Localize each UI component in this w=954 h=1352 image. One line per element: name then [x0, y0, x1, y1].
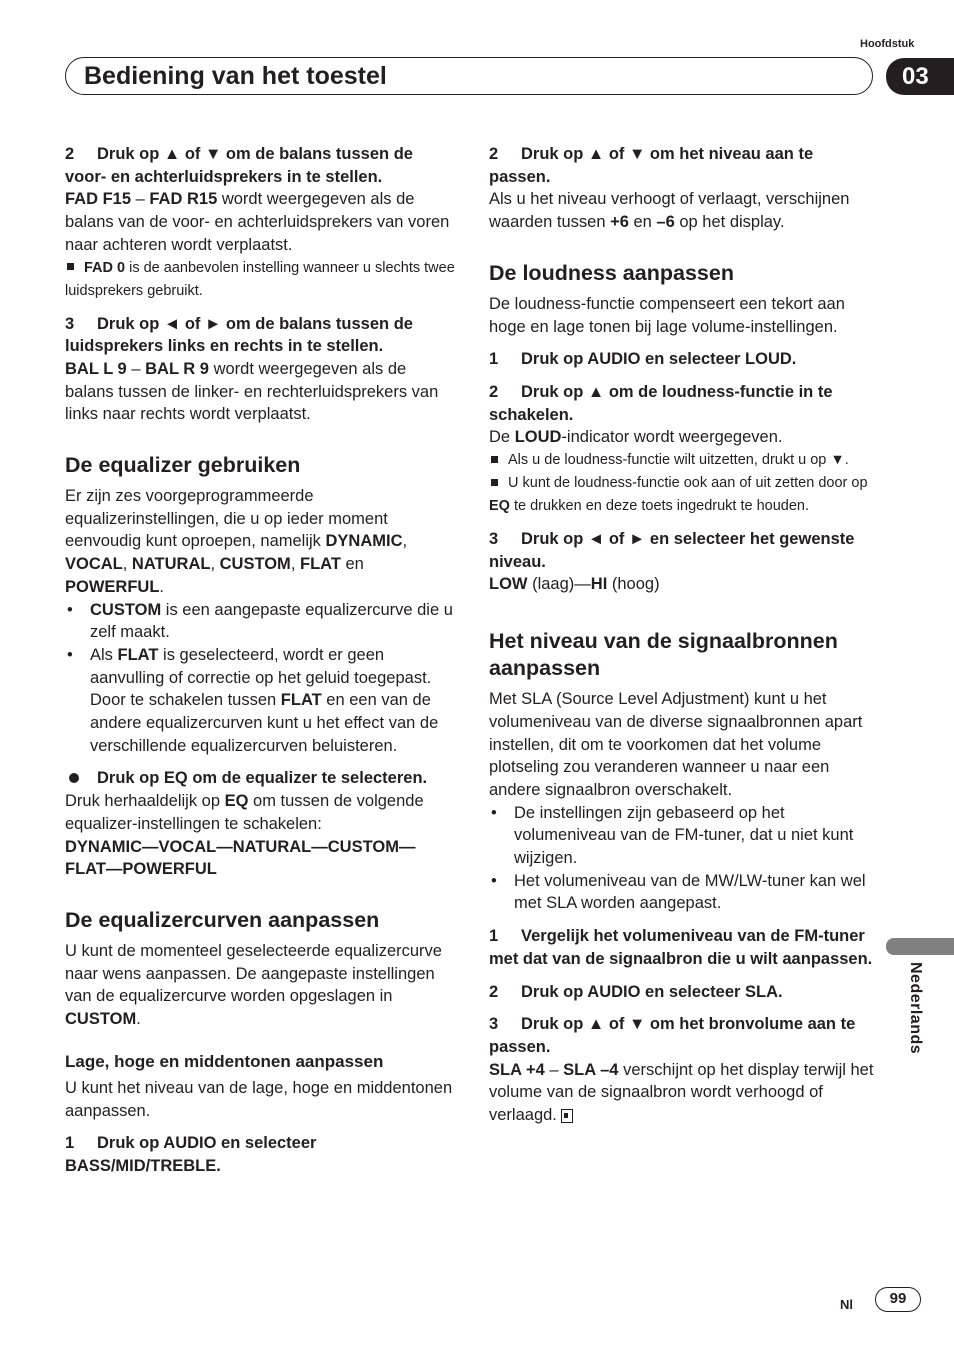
- step-number: 1: [489, 350, 499, 369]
- left-column: [65, 143, 455, 1178]
- eq-dynamic: DYNAMIC: [325, 532, 403, 551]
- eq-flat: FLAT: [299, 555, 341, 574]
- step-select-sla: [489, 981, 877, 1004]
- step-number: 1: [65, 1134, 75, 1153]
- list-item: [65, 644, 455, 758]
- fad-zero: FAD 0: [84, 259, 126, 276]
- step-number: 3: [489, 530, 499, 549]
- fad-front-value: FAD F15: [65, 190, 132, 209]
- period: .: [136, 1010, 141, 1029]
- right-column: [489, 143, 877, 1127]
- body-text: U kunt de momenteel geselecteerde equalizercurve naar wens aanpassen. De aangepaste instellingen van de equalizercurve worden opgeslagen in: [65, 941, 442, 1006]
- step-number: 2: [65, 145, 75, 163]
- comma: ,: [402, 532, 408, 551]
- eq-flat: FLAT: [117, 645, 159, 664]
- eq-natural: NATURAL: [131, 555, 211, 574]
- eq-custom: CUSTOM: [65, 1010, 137, 1029]
- separator: –: [544, 1060, 564, 1079]
- step-title: Druk op AUDIO en selecteer LOUD.: [521, 350, 797, 369]
- step-title: Druk op AUDIO en selecteer BASS/MID/TREBLE.: [65, 1134, 317, 1175]
- section-heading-equalizer: De equalizer gebruiken: [65, 453, 301, 478]
- loudness-intro: De loudness-functie compenseert een tekort aan hoge en lage tonen bij lage volume-instellingen.: [489, 294, 845, 336]
- step-balance-front-rear: [65, 143, 455, 188]
- loud-indicator-text: [489, 426, 877, 449]
- step-title: Druk op ▲ of ▼ om het bronvolume aan te passen.: [489, 1015, 856, 1056]
- step-title: Druk op ▲ of ▼ om de balans tussen de voor- en achterluidsprekers in te stellen.: [65, 145, 413, 186]
- body-text: wordt weergegeven als de balans tussen de linker- en rechterluidsprekers van links naar rechts wordt verplaatst.: [65, 359, 439, 424]
- comma: ,: [210, 555, 220, 574]
- step-title: Vergelijk het volumeniveau van de FM-tuner met dat van de signaalbron die u wilt aanpassen.: [489, 927, 873, 968]
- equalizer-intro: [65, 485, 455, 599]
- body-text: Als u het niveau verhoogt of verlaagt, verschijnen waarden tussen: [489, 190, 850, 232]
- bullet-dot-icon: [69, 773, 79, 783]
- loud-note-off: [489, 449, 877, 472]
- sla-bullets: [489, 802, 877, 916]
- note-square-icon: [491, 479, 498, 486]
- sla-intro: Met SLA (Source Level Adjustment) kunt u het volumeniveau van de diverse signaalbronnen apart instellen, dit om te voorkomen dat het volume plotseling zou veranderen wanneer u naar een andere signaalbron overschakelt.: [489, 690, 863, 799]
- end-mark-icon: [561, 1109, 573, 1123]
- eq-sequence: [65, 836, 455, 881]
- level-hi: HI: [590, 575, 608, 594]
- body-text: (hoog): [607, 575, 660, 594]
- body-text: om tussen de volgende equalizer-instellingen te schakelen:: [65, 792, 424, 833]
- bal-right-value: BAL R 9: [145, 359, 209, 378]
- step-title: Druk op ▲ of ▼ om het niveau aan te passen.: [489, 145, 814, 186]
- level-low: LOW: [489, 575, 528, 594]
- eq-key: EQ: [489, 498, 510, 515]
- comma: ,: [290, 555, 300, 574]
- note-text: is de aanbevolen instelling wanneer u slechts twee luidsprekers gebruikt.: [65, 259, 455, 299]
- level-plus: +6: [610, 213, 629, 232]
- fad-rear-value: FAD R15: [149, 190, 218, 209]
- body-text: op het display.: [674, 213, 785, 232]
- conjunction: en: [340, 555, 364, 574]
- loud-note-eq: [489, 472, 877, 518]
- step-title: Druk op ▲ om de loudness-functie in te schakelen.: [489, 382, 833, 424]
- step-compare-volume: [489, 925, 877, 970]
- page-title: Bediening van het toestel: [84, 62, 387, 90]
- loud-indicator: LOUD: [514, 428, 562, 447]
- section-heading-sla: Het niveau van de signaalbronnen aanpassen: [489, 629, 838, 681]
- conjunction: en: [628, 213, 657, 232]
- step-loudness-on: [489, 381, 877, 426]
- language-label: Nederlands: [907, 962, 924, 1055]
- chapter-badge: 03: [886, 58, 954, 95]
- body-text: Druk herhaaldelijk op: [65, 792, 225, 811]
- curves-body: [65, 940, 455, 1031]
- period: .: [159, 577, 165, 596]
- header-bar: [65, 57, 873, 95]
- step-title: Druk op ◄ of ► en selecteer het gewenste niveau.: [489, 530, 855, 571]
- step-balance-left-right: [65, 313, 455, 358]
- step-title: Druk op AUDIO en selecteer SLA.: [521, 982, 783, 1001]
- subsection-heading-tones: Lage, hoge en middentonen aanpassen: [65, 1051, 384, 1071]
- level-description: [489, 188, 877, 233]
- note-text: te drukken en deze toets ingedrukt te houden.: [509, 498, 810, 515]
- eq-flat: FLAT: [280, 691, 322, 710]
- step-adjust-level: [489, 143, 877, 188]
- step-select-eq: [65, 767, 455, 790]
- body-text: is geselecteerd, wordt er geen aanvulling of correctie op het geluid toegepast. Door te schakelen tussen: [90, 645, 432, 710]
- body-text: (laag)—: [527, 575, 591, 594]
- body-text: en een van de andere equalizercurven kunt u het effect van de verschillende equalizercurven beluisteren.: [90, 691, 439, 755]
- step-select-bass-mid-treble: [65, 1132, 455, 1177]
- list-item: • De instellingen zijn gebaseerd op het volumeniveau van de FM-tuner, dat u niet kunt wijzigen.: [489, 802, 877, 870]
- sla-plus-value: SLA +4: [489, 1060, 545, 1079]
- step-number: 3: [489, 1015, 499, 1034]
- note-square-icon: [491, 456, 498, 463]
- body-text: verschijnt op het display terwijl het volume van de signaalbron wordt verhoogd of verlaagd.: [489, 1060, 874, 1125]
- step-number: 1: [489, 927, 499, 946]
- body-text: De: [489, 428, 515, 447]
- step-number: 2: [489, 982, 499, 1001]
- step-select-level: [489, 528, 877, 573]
- sla-minus-value: SLA –4: [563, 1060, 619, 1079]
- fad-note: [65, 257, 455, 303]
- body-text: -indicator wordt weergegeven.: [561, 428, 783, 447]
- note-square-icon: [67, 263, 74, 270]
- eq-powerful: POWERFUL: [65, 577, 160, 596]
- step-number: 2: [489, 382, 499, 401]
- bal-description: [65, 358, 455, 426]
- eq-step-description: [65, 790, 455, 835]
- step-title: Druk op EQ om de equalizer te selecteren.: [97, 769, 428, 788]
- step-adjust-source-volume: [489, 1013, 877, 1058]
- separator: –: [126, 359, 146, 378]
- chapter-label: Hoofdstuk: [860, 38, 915, 50]
- body-text: Als: [90, 645, 118, 664]
- eq-custom: CUSTOM: [219, 555, 291, 574]
- note-text: Als u de loudness-functie wilt uitzetten, drukt u op ▼.: [508, 452, 849, 469]
- equalizer-bullets: [65, 599, 455, 758]
- step-select-loud: [489, 348, 877, 371]
- eq-vocal: VOCAL: [65, 555, 123, 574]
- bal-left-value: BAL L 9: [65, 359, 127, 378]
- list-item: • Het volumeniveau van de MW/LW-tuner kan wel met SLA worden aangepast.: [489, 870, 877, 915]
- body-text: Er zijn zes voorgeprogrammeerde equalizerinstellingen, die u op ieder moment eenvoudig kunt oproepen, namelijk: [65, 487, 388, 551]
- list-item: [65, 599, 455, 644]
- note-text: U kunt de loudness-functie ook aan of uit zetten door op: [508, 475, 868, 492]
- body-text: is een aangepaste equalizercurve die u zelf maakt.: [90, 600, 453, 642]
- tones-body: U kunt het niveau van de lage, hoge en middentonen aanpassen.: [65, 1078, 453, 1120]
- level-minus: –6: [656, 213, 675, 232]
- comma: ,: [122, 555, 132, 574]
- level-range: [489, 573, 877, 596]
- page-number: 99: [875, 1287, 921, 1312]
- eq-custom: CUSTOM: [90, 600, 162, 619]
- section-heading-curves: De equalizercurven aanpassen: [65, 907, 380, 932]
- body-text: wordt weergegeven als de balans van de voor- en achterluidsprekers van voren naar achteren wordt verplaatst.: [65, 190, 450, 254]
- separator: –: [131, 190, 150, 209]
- fad-description: [65, 188, 455, 256]
- step-number: 2: [489, 145, 499, 163]
- step-number: 3: [65, 314, 75, 333]
- language-code: Nl: [840, 1297, 853, 1312]
- sla-range-description: [489, 1059, 877, 1127]
- eq-sequence-text: DYNAMIC—VOCAL—NATURAL—CUSTOM—FLAT—POWERFUL: [65, 837, 416, 879]
- step-title: Druk op ◄ of ► om de balans tussen de luidsprekers links en rechts in te stellen.: [65, 314, 413, 356]
- language-tab: [886, 938, 954, 955]
- section-heading-loudness: De loudness aanpassen: [489, 260, 734, 285]
- eq-key: EQ: [224, 792, 249, 811]
